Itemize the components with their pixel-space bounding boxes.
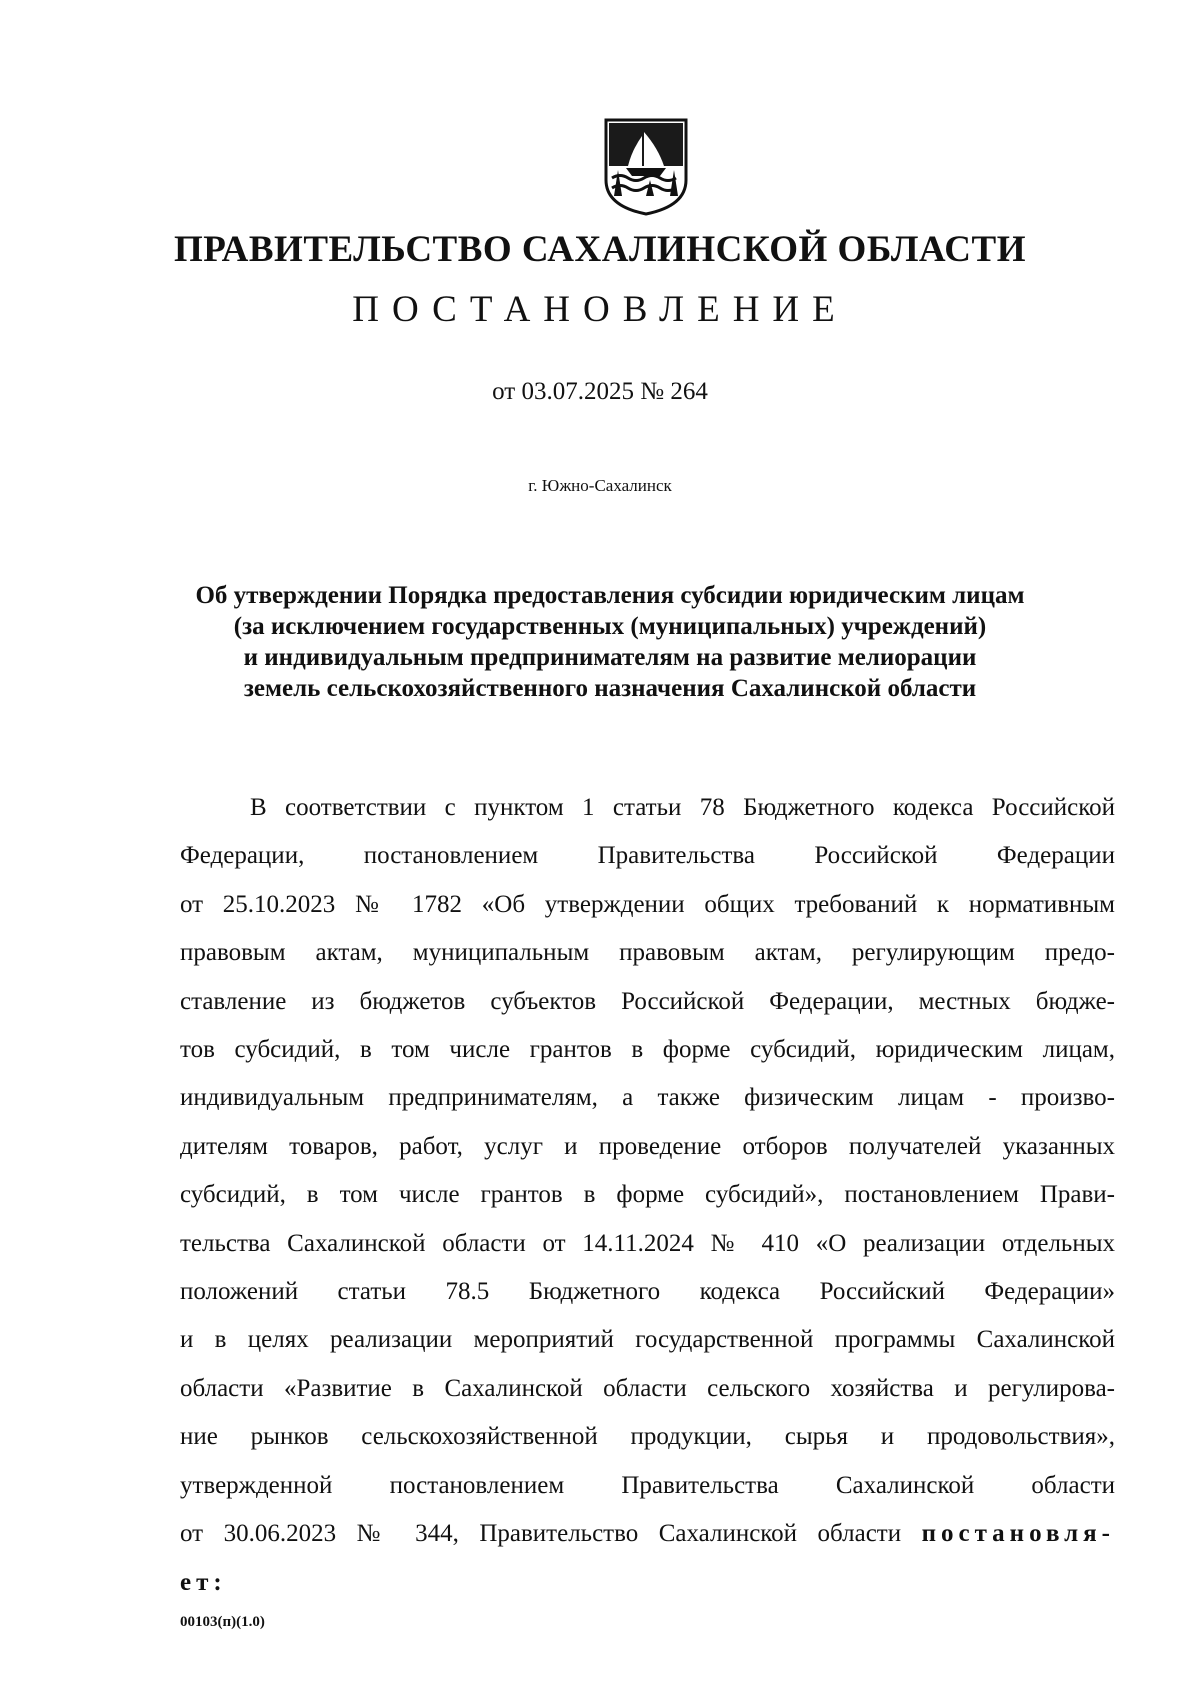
resolves-keyword-end: ет: — [180, 1568, 227, 1596]
body-line: субсидий, в том числе грантов в форме субсидий», постановлением Прави- — [180, 1181, 1115, 1209]
body-line: Федерации, постановлением Правительства Российской Федерации — [180, 842, 1115, 870]
document-body — [180, 784, 1115, 1607]
document-subject — [160, 580, 1060, 704]
body-line-text: от 30.06.2023 № 344, Правительство Сахалинской области — [180, 1520, 922, 1548]
body-line-resolves — [180, 1510, 1115, 1558]
document-city: г. Южно-Сахалинск — [528, 476, 672, 495]
body-line: области «Развитие в Сахалинской области сельского хозяйства и регулирова- — [180, 1374, 1115, 1402]
coat-of-arms-icon — [598, 118, 694, 216]
body-line: положений статьи 78.5 Бюджетного кодекса Российский Федерации» — [180, 1278, 1115, 1306]
body-line: ставление из бюджетов субъектов Российской Федерации, местных бюдже- — [180, 987, 1115, 1015]
subject-line: и индивидуальным предпринимателям на развитие мелиорации — [243, 644, 977, 671]
body-line: ние рынков сельскохозяйственной продукции, сырья и продовольствия», — [180, 1423, 1115, 1451]
document-date-number: от 03.07.2025 № 264 — [492, 378, 708, 405]
body-line: и в целях реализации мероприятий государственной программы Сахалинской — [180, 1326, 1115, 1354]
body-line: В соответствии с пунктом 1 статьи 78 Бюджетного кодекса Российской — [250, 794, 1115, 821]
body-line: индивидуальным предпринимателям, а также физическим лицам - произво- — [180, 1084, 1115, 1112]
document-type: ПОСТАНОВЛЕНИЕ — [352, 289, 848, 330]
resolves-keyword: постановля- — [921, 1520, 1115, 1548]
body-line: дителям товаров, работ, услуг и проведение отборов получателей указанных — [180, 1132, 1115, 1160]
body-line: правовым актам, муниципальным правовым актам, регулирующим предо- — [180, 939, 1115, 967]
subject-line: земель сельскохозяйственного назначения Сахалинской области — [243, 675, 977, 702]
body-line: от 25.10.2023 № 1782 «Об утверждении общих требований к нормативным — [180, 890, 1115, 918]
form-code: 00103(п)(1.0) — [180, 1614, 265, 1630]
body-line-resolves-end — [180, 1559, 1115, 1607]
government-name: ПРАВИТЕЛЬСТВО САХАЛИНСКОЙ ОБЛАСТИ — [174, 229, 1026, 270]
body-line: утвержденной постановлением Правительства Сахалинской области — [180, 1471, 1115, 1499]
body-line: тельства Сахалинской области от 14.11.2024 № 410 «О реализации отдельных — [180, 1229, 1115, 1257]
subject-line: (за исключением государственных (муниципальных) учреждений) — [233, 613, 987, 640]
subject-line: Об утверждении Порядка предоставления субсидии юридическим лицам — [195, 582, 1025, 609]
body-line: тов субсидий, в том числе грантов в форме субсидий, юридическим лицам, — [180, 1036, 1115, 1064]
